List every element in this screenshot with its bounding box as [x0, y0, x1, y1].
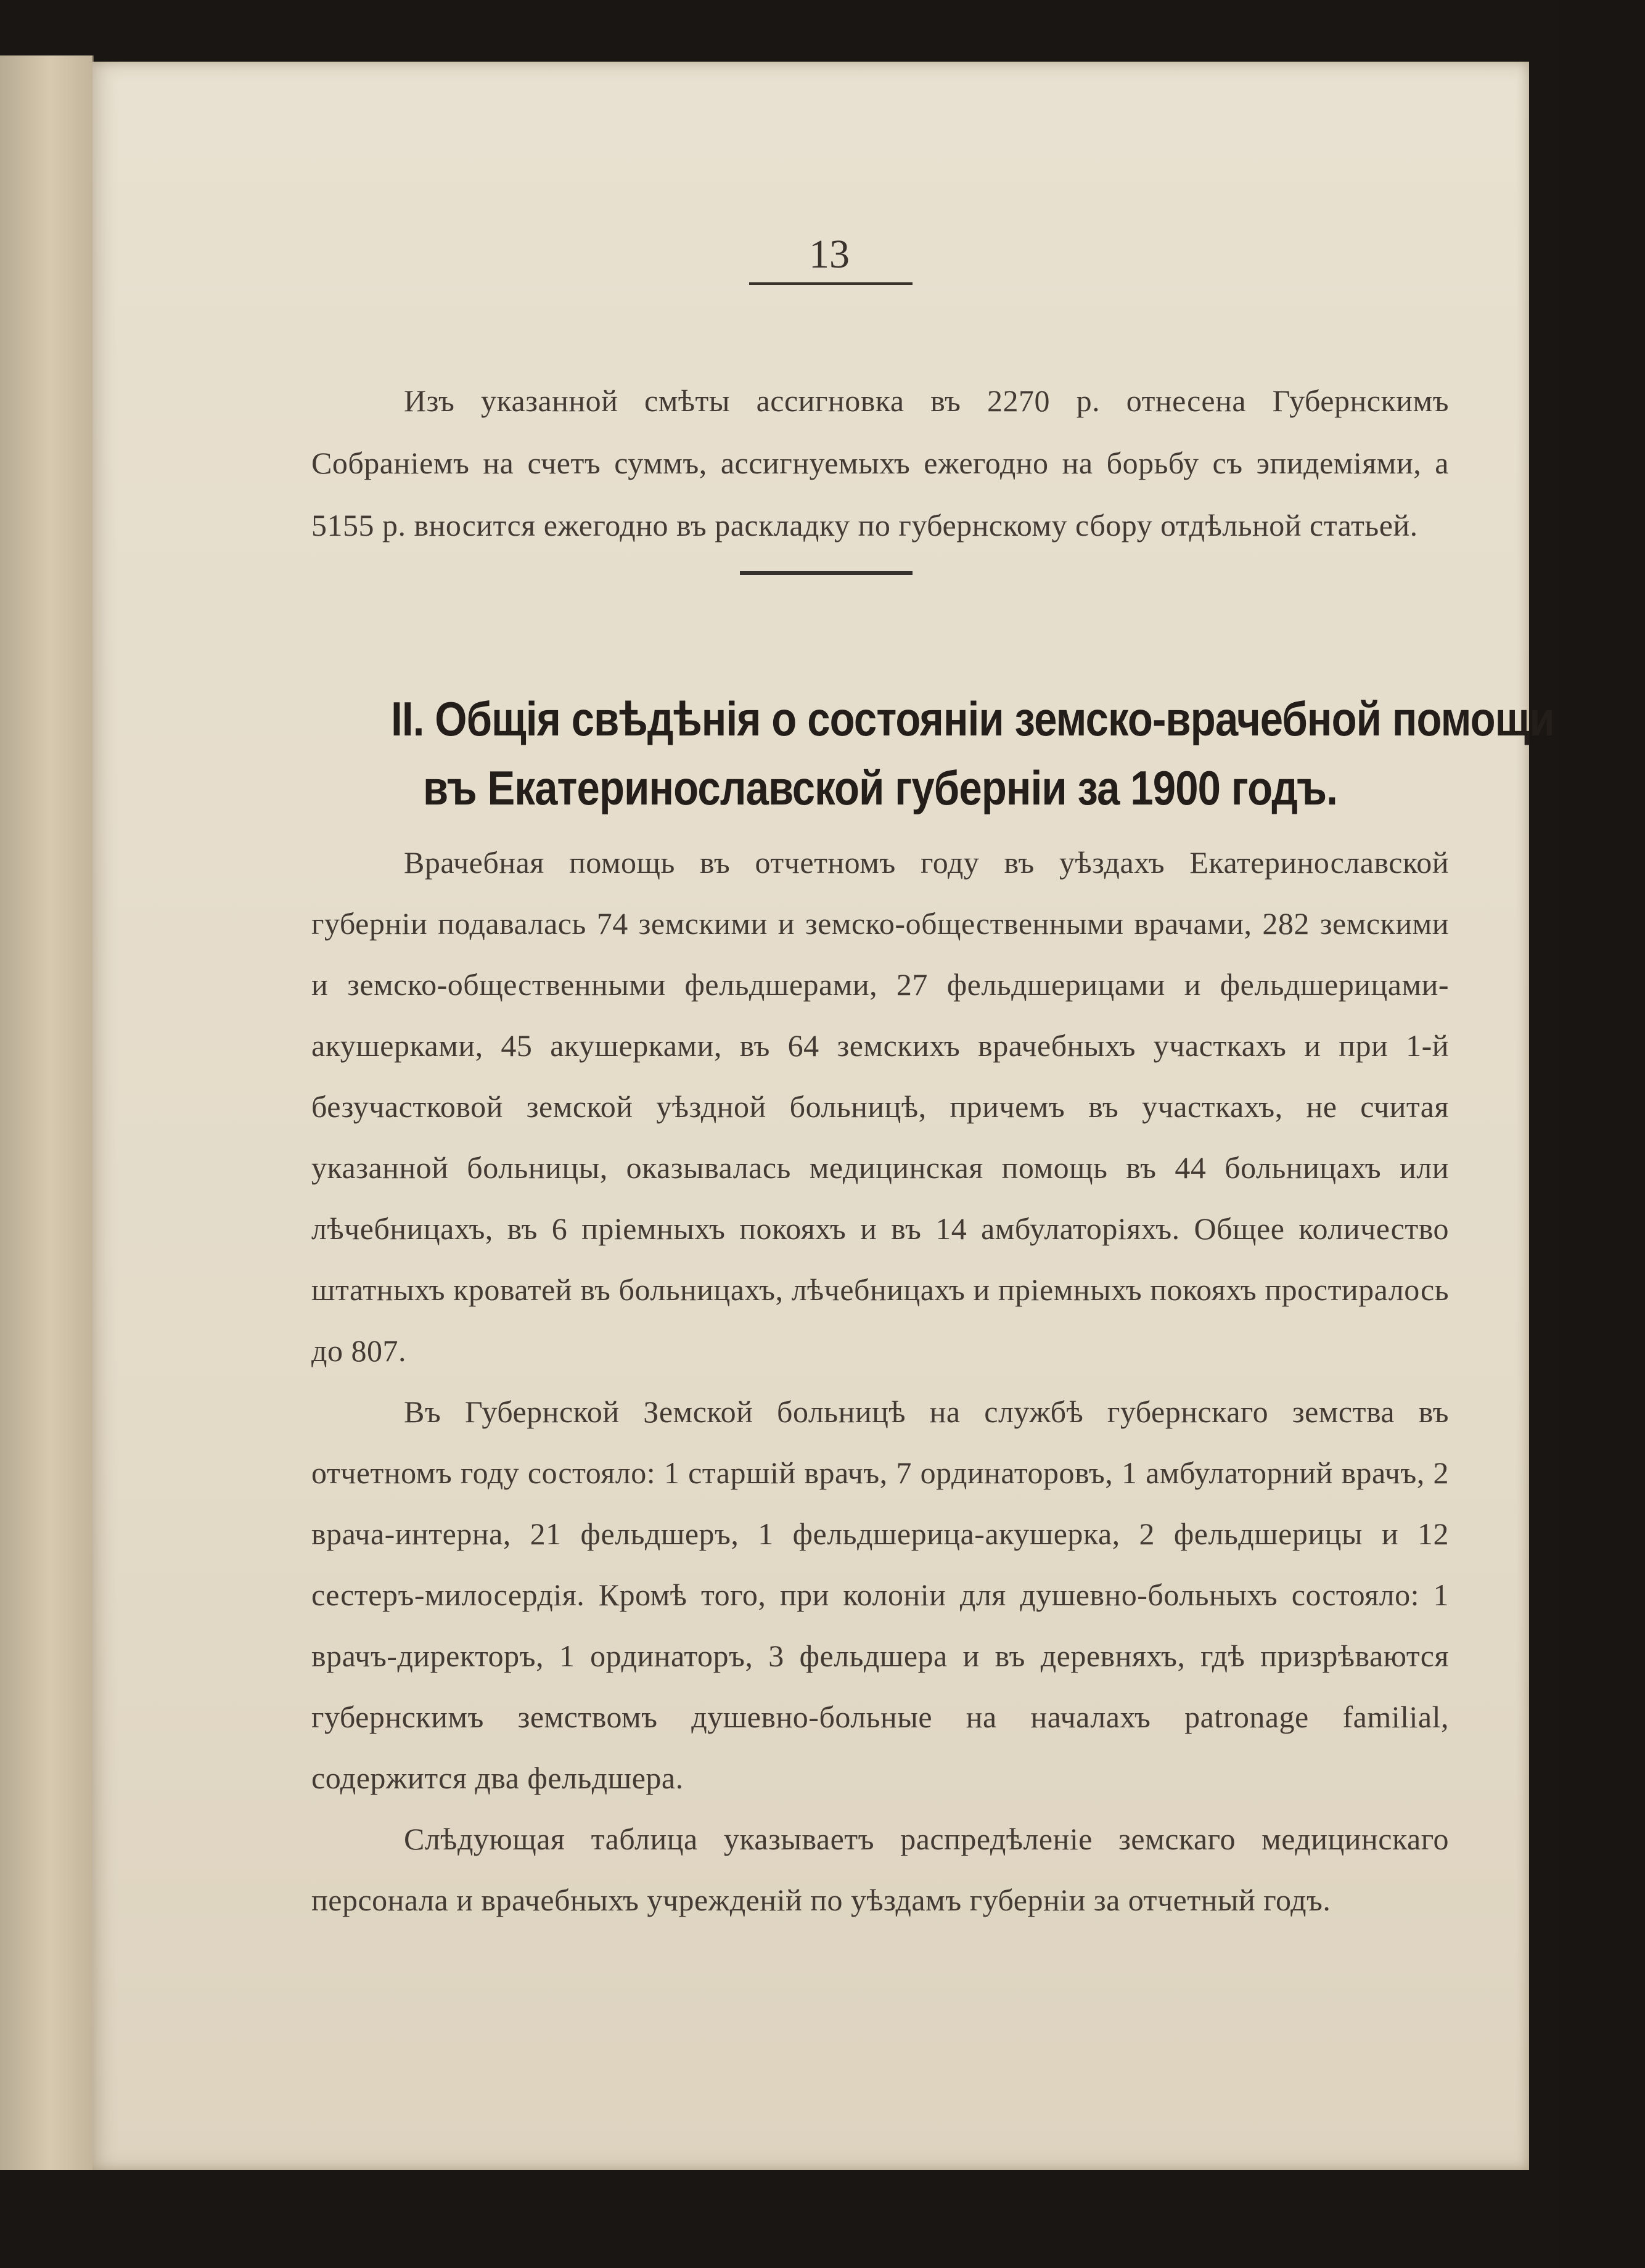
section-divider: [740, 571, 913, 575]
section-heading-line-1: II. Общія свѣдѣнія о состояніи земско-врачебной помощи: [391, 692, 1554, 746]
section-heading-line-2: въ Екатеринославской губерніи за 1900 годъ.: [422, 761, 1337, 815]
book-cover-edge: [1559, 0, 1645, 2268]
paragraph-hospital-staff: Въ Губернской Земской больницѣ на службѣ губернскаго земства въ отчетномъ году состояло: 1 старшій врачъ, 7 ординаторовъ, 1 амбулаторний врачъ, 2 врача-интерна, 21 фельдшеръ, 1 фельдшерица-акушерка, 2 фельдшерицы и 12 сестеръ-милосердія. Кромѣ того, при колоніи для душевно-больныхъ состояло: 1 врачъ-директоръ, 1 ординаторъ, 3 фельдшера и въ деревняхъ, гдѣ призрѣваются губернскимъ земствомъ душевно-больные на началахъ patronage familial, содержится два фельдшера.: [311, 1394, 1449, 1795]
intro-text-block: [311, 370, 1449, 557]
page-number: 13: [809, 232, 850, 277]
body-text-block: [311, 832, 1449, 1931]
page-number-rule: [749, 282, 913, 285]
section-heading: [311, 684, 1554, 822]
document-page: [92, 62, 1554, 2170]
left-page-edge: [0, 55, 94, 2170]
paragraph-medical-help: Врачебная помощь въ отчетномъ году въ уѣздахъ Екатеринославской губерніи подавалась 74 земскими и земско-общественными врачами, 282 земскими и земско-общественными фельдшерами, 27 фельдшерицами и фельдшерицами-акушерками, 45 акушерками, въ 64 земскихъ врачебныхъ участкахъ и при 1-й безучастковой земской уѣздной больницѣ, причемъ въ участкахъ, не считая указанной больницы, оказывалась медицинская помощь въ 44 больницахъ или лѣчебницахъ, въ 6 пріемныхъ покояхъ и въ 14 амбулаторіяхъ. Общее количество штатныхъ кроватей въ больницахъ, лѣчебницахъ и пріемныхъ покояхъ простиралось до 807.: [311, 845, 1449, 1368]
paragraph-table-intro: Слѣдующая таблица указываетъ распредѣленіе земскаго медицинскаго персонала и врачебныхъ учрежденій по уѣздамъ губерніи за отчетный годъ.: [311, 1822, 1449, 1917]
paragraph-budget: Изъ указанной смѣты ассигновка въ 2270 р. отнесена Губернскимъ Собраніемъ на счетъ суммъ, ассигнуемыхъ ежегодно на борьбу съ эпидеміями, а 5155 р. вносится ежегодно въ раскладку по губернскому сбору отдѣльной статьей.: [311, 383, 1449, 542]
